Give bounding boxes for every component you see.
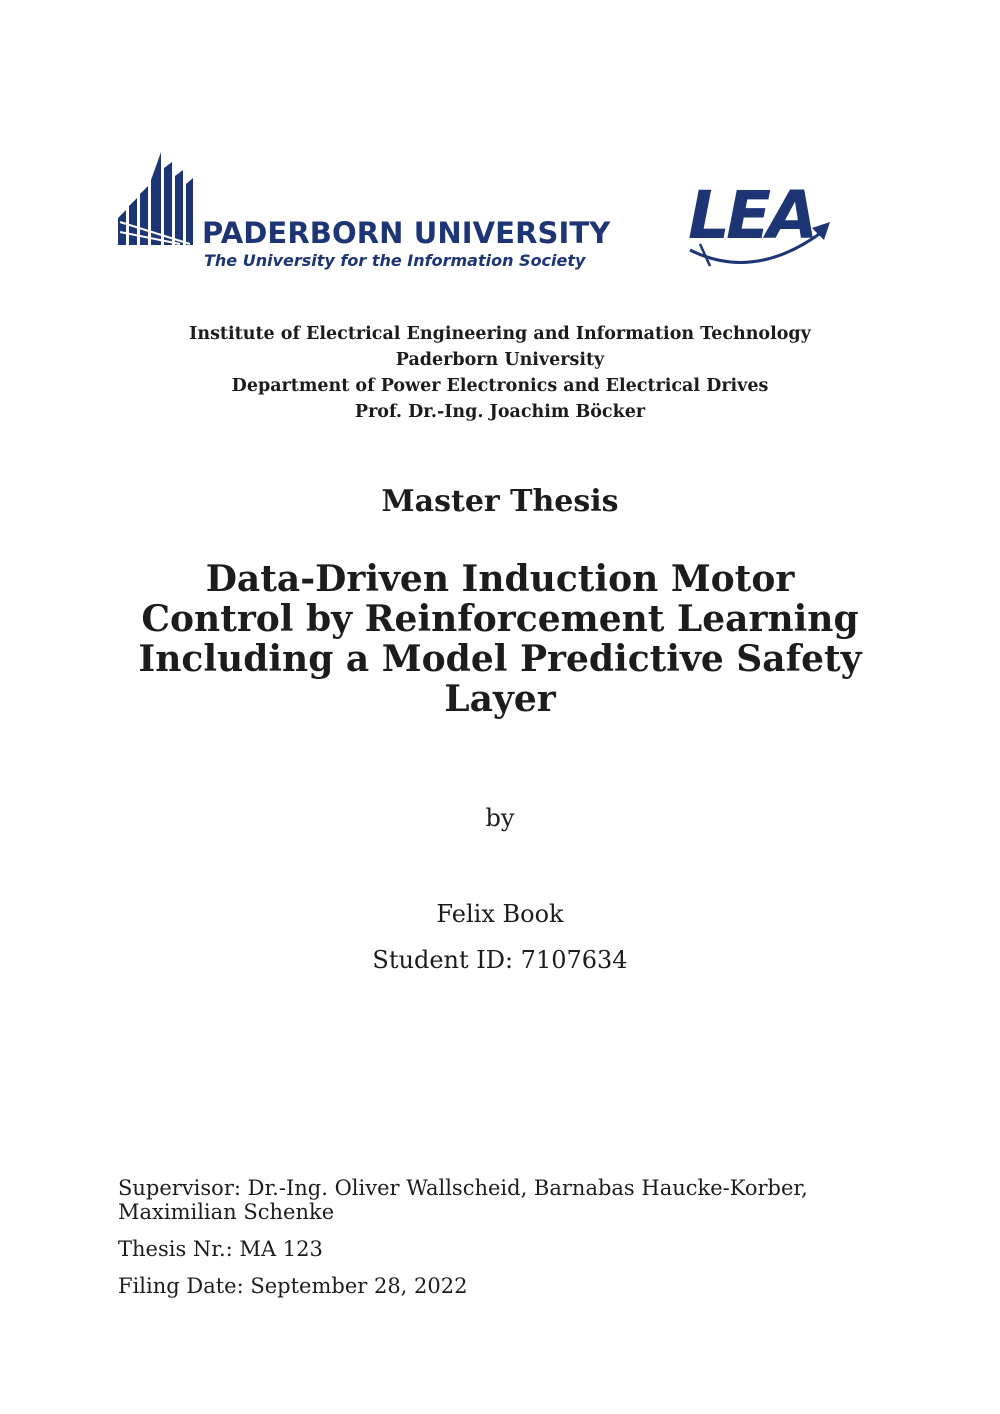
university-tagline: The University for the Information Society	[204, 251, 586, 270]
by-label: by	[485, 804, 515, 832]
thesis-title	[100, 559, 900, 719]
title-line: Layer	[444, 678, 556, 720]
university-name: PADERBORN UNIVERSITY	[202, 216, 611, 250]
document-type: Master Thesis	[381, 484, 619, 519]
supervisor-info	[118, 1176, 878, 1224]
thesis-number: Thesis Nr.: MA 123	[118, 1237, 323, 1261]
supervisor-line: Maximilian Schenke	[118, 1200, 335, 1224]
title-line: Including a Model Predictive Safety	[138, 638, 862, 680]
department-name: Department of Power Electronics and Electrical Drives	[231, 376, 769, 396]
lea-logo-text: LEA	[688, 177, 815, 254]
supervisor-line: Supervisor: Dr.-Ing. Oliver Wallscheid, Barnabas Haucke-Korber,	[118, 1176, 808, 1200]
student-id: Student ID: 7107634	[372, 946, 628, 974]
title-line: Data-Driven Induction Motor	[205, 558, 795, 600]
lea-logo	[684, 170, 834, 275]
paderborn-building-icon	[118, 150, 193, 250]
university-line: Paderborn University	[395, 350, 605, 370]
institute-name: Institute of Electrical Engineering and Information Technology	[189, 324, 811, 344]
filing-date: Filing Date: September 28, 2022	[118, 1274, 468, 1298]
institution-block	[100, 321, 900, 425]
professor-name: Prof. Dr.-Ing. Joachim Böcker	[354, 402, 646, 422]
paderborn-university-logo	[118, 150, 611, 275]
title-line: Control by Reinforcement Learning	[141, 598, 859, 640]
author-name: Felix Book	[436, 900, 564, 928]
